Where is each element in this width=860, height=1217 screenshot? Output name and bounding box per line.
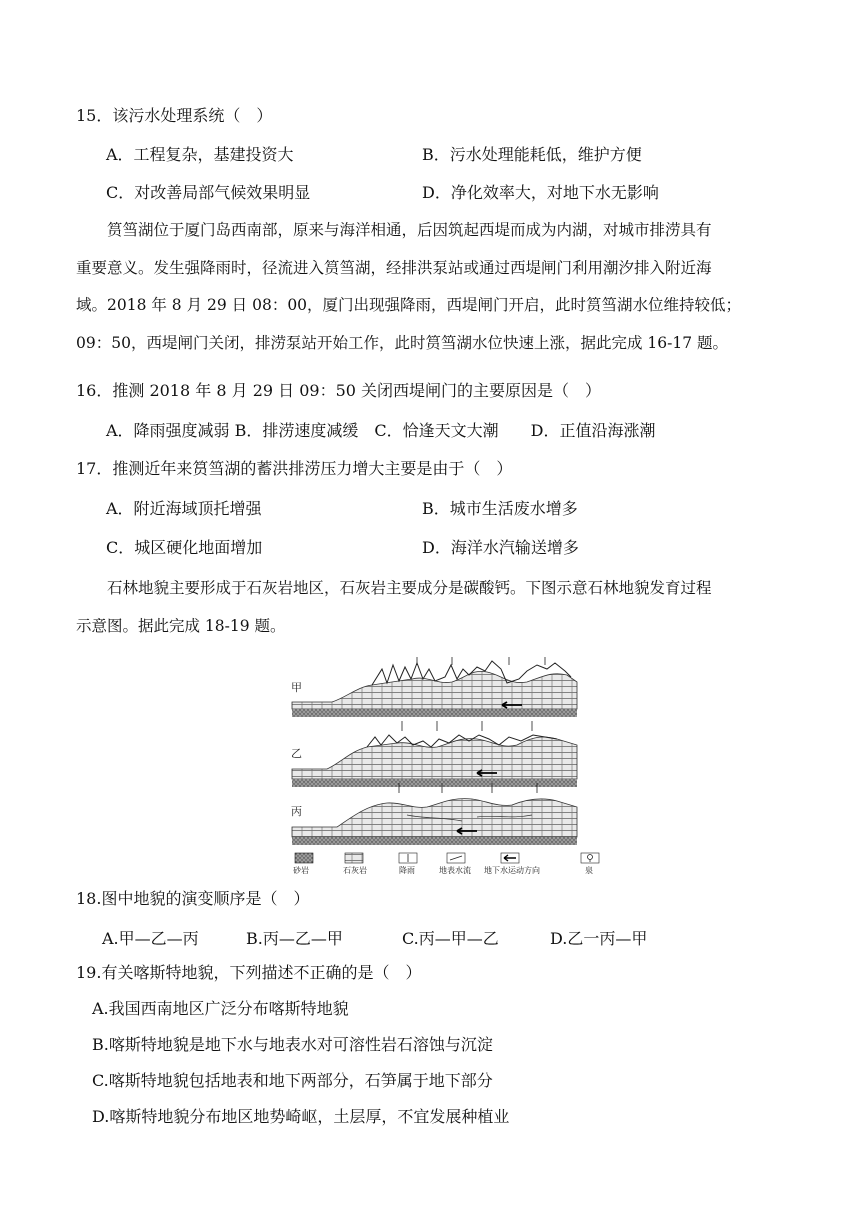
q18-option-a: A.甲—乙—丙: [102, 929, 199, 948]
q15-option-d: D．净化效率大，对地下水无影响: [422, 183, 659, 202]
legend-sandstone-swatch: [295, 853, 313, 863]
q18-stem: 18.图中地貌的演变顺序是（ ）: [76, 889, 310, 908]
legend-limestone-swatch: [345, 853, 363, 863]
q17-stem: 17．推测近年来筼筜湖的蓄洪排涝压力增大主要是由于（ ）: [76, 459, 513, 478]
q16-stem: 16．推测 2018 年 8 月 29 日 09：50 关闭西堤闸门的主要原因是（ ）: [76, 381, 602, 400]
legend-limestone: 石灰岩: [343, 866, 367, 875]
q19-option-a: A.我国西南地区广泛分布喀斯特地貌: [92, 999, 349, 1018]
q15-stem: 15．该污水处理系统（ ）: [76, 106, 273, 125]
figure-legend: [293, 853, 599, 875]
q19-option-c: C.喀斯特地貌包括地表和地下两部分，石笋属于地下部分: [92, 1071, 493, 1090]
passage-1-line: 筼筜湖位于厦门岛西南部，原来与海洋相通，后因筑起西堤而成为内湖，对城市排涝具有: [76, 221, 712, 239]
q18-option-d: D.乙一丙—甲: [550, 929, 648, 948]
q15-option-b: B．污水处理能耗低，维护方便: [422, 145, 642, 164]
stage-label-jia: 甲: [291, 681, 302, 694]
q15-option-a: A．工程复杂，基建投资大: [106, 145, 294, 164]
passage-1-line: 重要意义。发生强降雨时，径流进入筼筜湖，经排洪泵站或通过西堤闸门利用潮汐排入附近海: [76, 258, 712, 277]
q17-option-b: B．城市生活废水增多: [422, 499, 578, 518]
legend-groundwater: 地下水运动方向: [484, 866, 540, 875]
stage-bing: [291, 783, 577, 845]
q15-option-c: C．对改善局部气候效果明显: [106, 183, 311, 202]
legend-surface-flow: 地表水流: [439, 866, 471, 875]
passage-2-line: 示意图。据此完成 18-19 题。: [76, 616, 286, 635]
legend-rain: 降雨: [399, 866, 415, 875]
q19-stem: 19.有关喀斯特地貌，下列描述不正确的是（ ）: [76, 963, 422, 982]
legend-sandstone: 砂岩: [293, 866, 309, 875]
q17-option-c: C．城区硬化地面增加: [106, 538, 263, 557]
q18-option-c: C.丙—甲—乙: [402, 929, 499, 948]
legend-spring: 泉: [585, 866, 593, 875]
karst-diagram: [287, 657, 629, 875]
q17-option-d: D．海洋水汽输送增多: [422, 538, 579, 557]
q19-option-d: D.喀斯特地貌分布地区地势崎岖，土层厚，不宜发展种植业: [92, 1107, 510, 1126]
passage-2-line: 石林地貌主要形成于石灰岩地区，石灰岩主要成分是碳酸钙。下图示意石林地貌发育过程: [76, 579, 712, 597]
q16-options: A．降雨强度减弱 B．排涝速度减缓 C．恰逢天文大潮 D．正值沿海涨潮: [106, 421, 656, 440]
stage-jia: [291, 657, 577, 717]
passage-2: [76, 570, 788, 645]
q18-option-b: B.丙—乙—甲: [246, 929, 343, 948]
stage-label-bing: 丙: [291, 805, 302, 818]
passage-1-line: 域。2018 年 8 月 29 日 08：00，厦门出现强降雨，西堤闸门开启，此时筼筜湖水位维持较低；: [76, 296, 742, 314]
passage-1: [76, 212, 788, 362]
passage-1-line: 09：50，西堤闸门关闭，排涝泵站开始工作，此时筼筜湖水位快速上涨，据此完成 16-17 题。: [76, 333, 728, 352]
stage-yi: [291, 721, 577, 787]
q19-option-b: B.喀斯特地貌是地下水与地表水对可溶性岩石溶蚀与沉淀: [92, 1035, 493, 1054]
q17-option-a: A．附近海域顶托增强: [106, 499, 262, 518]
karst-evolution-figure: [287, 657, 629, 875]
stage-label-yi: 乙: [291, 747, 302, 760]
